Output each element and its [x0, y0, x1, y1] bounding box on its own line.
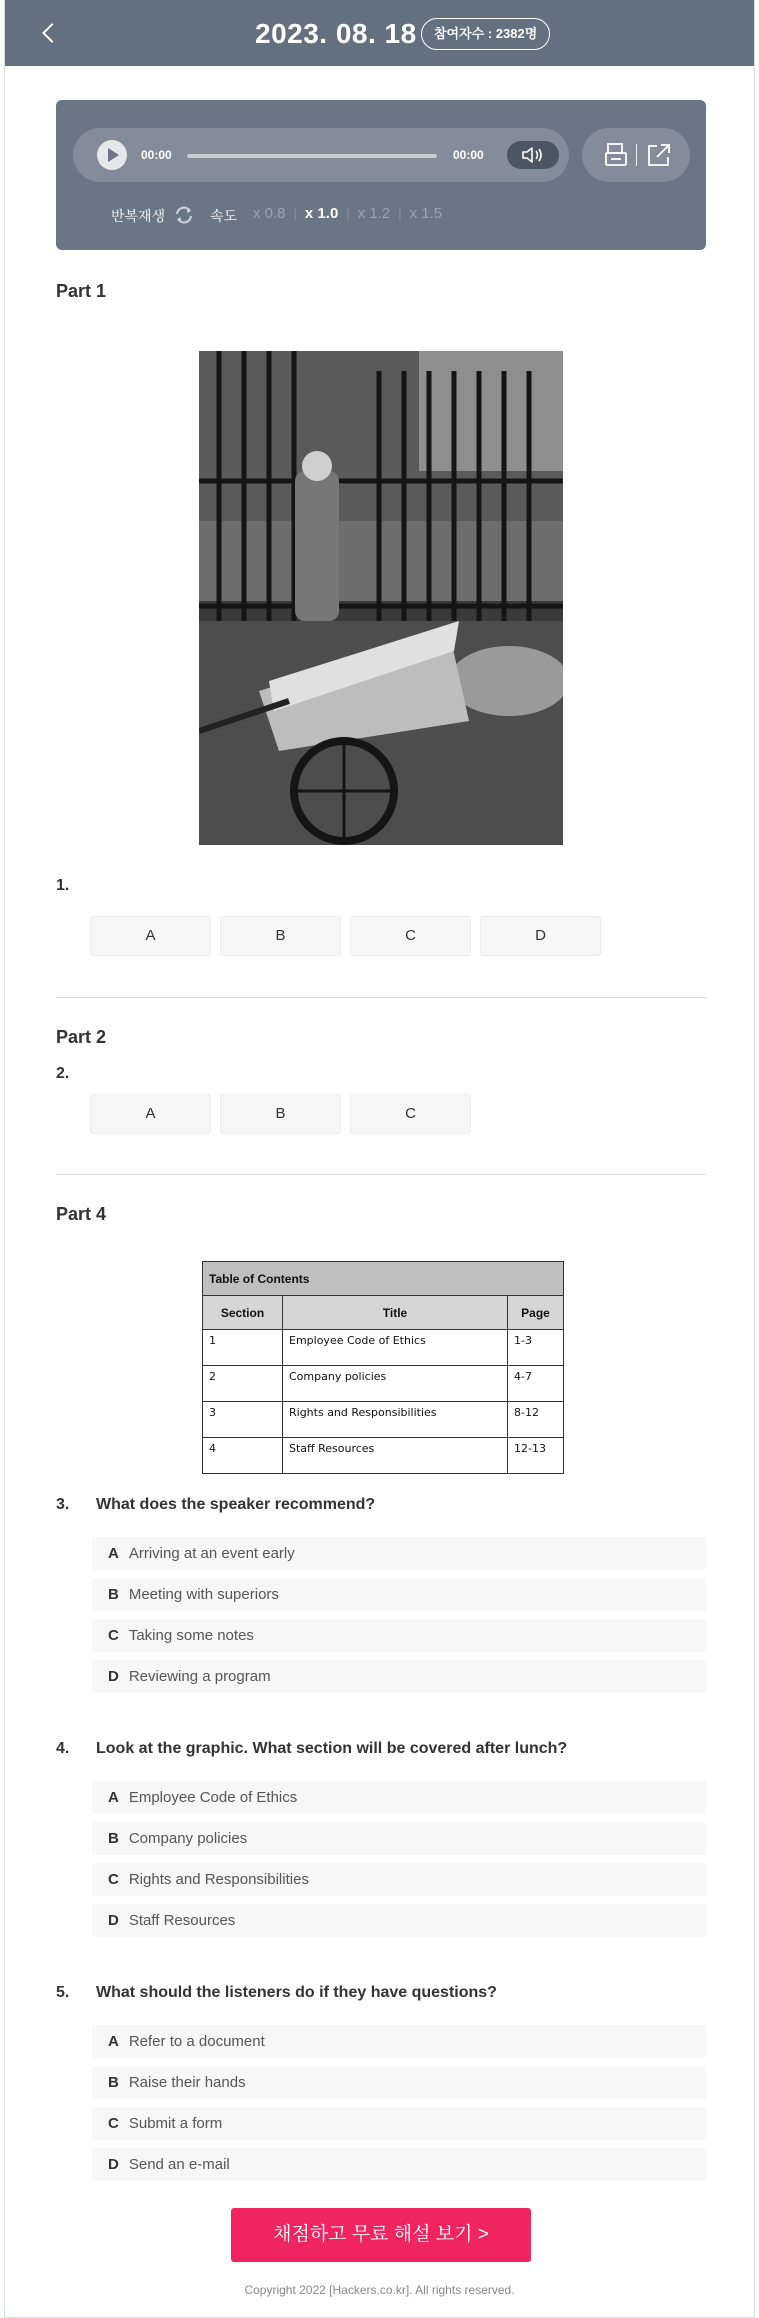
part4-title: Part 4: [56, 1204, 107, 1224]
question-text-5: What should the listeners do if they have questions?: [96, 1984, 497, 2001]
section-divider: [56, 997, 706, 998]
option-letter: B: [108, 1586, 119, 1603]
q5-option-a[interactable]: [92, 2025, 706, 2058]
toc-caption: Table of Contents: [203, 1262, 564, 1296]
question-5: [56, 1984, 497, 2002]
page-frame: [4, 0, 755, 2318]
part2-title: Part 2: [56, 1027, 107, 1047]
back-icon[interactable]: [37, 20, 63, 46]
option-text: Meeting with superiors: [128, 1586, 279, 1603]
part1-option-d[interactable]: D: [480, 916, 601, 956]
toc-cell: 1-3: [508, 1330, 564, 1366]
speed-option-1-5[interactable]: x 1.5: [409, 205, 443, 222]
option-letter: A: [108, 1545, 119, 1562]
part1-photo: [199, 351, 563, 845]
option-text: Taking some notes: [128, 1627, 254, 1644]
current-time: 00:00: [141, 148, 172, 162]
speed-label: 속도: [210, 208, 238, 224]
option-text: Company policies: [128, 1830, 248, 1847]
tool-buttons: [582, 128, 690, 182]
q3-option-c[interactable]: [92, 1619, 706, 1652]
option-text: Staff Resources: [128, 1912, 236, 1929]
toc-cell: Staff Resources: [283, 1438, 508, 1474]
toc-header-section: Section: [203, 1296, 283, 1330]
table-row: [203, 1366, 564, 1402]
option-text: Rights and Responsibilities: [128, 1871, 309, 1888]
toc-header-page: Page: [508, 1296, 564, 1330]
volume-button[interactable]: [507, 141, 559, 169]
option-letter: D: [108, 1668, 119, 1685]
toc-cell: 2: [203, 1366, 283, 1402]
option-letter: C: [108, 1627, 119, 1644]
speed-option-1-2[interactable]: x 1.2: [357, 205, 391, 222]
option-letter: D: [108, 2156, 119, 2173]
option-text: Raise their hands: [128, 2074, 246, 2091]
part1-option-b[interactable]: B: [220, 916, 341, 956]
grade-and-view-explanation-button[interactable]: 채점하고 무료 해설 보기 >: [231, 2208, 531, 2262]
audio-player: [56, 100, 706, 250]
question-number-3: 3.: [56, 1496, 70, 1513]
option-text: Refer to a document: [128, 2033, 265, 2050]
header-bar: [5, 0, 754, 66]
part1-option-a[interactable]: A: [90, 916, 211, 956]
option-letter: D: [108, 1912, 119, 1929]
q5-option-b[interactable]: [92, 2066, 706, 2099]
q4-option-b[interactable]: [92, 1822, 706, 1855]
q4-option-c[interactable]: [92, 1863, 706, 1896]
tool-divider: [636, 144, 637, 166]
q4-option-a[interactable]: [92, 1781, 706, 1814]
question-number-1: 1.: [56, 877, 70, 894]
toc-cell: 4: [203, 1438, 283, 1474]
play-icon[interactable]: [97, 140, 127, 170]
table-of-contents: [202, 1261, 564, 1474]
q3-option-a[interactable]: [92, 1537, 706, 1570]
toc-cell: Rights and Responsibilities: [283, 1402, 508, 1438]
part1-option-c[interactable]: C: [350, 916, 471, 956]
question-text-4: Look at the graphic. What section will be covered after lunch?: [96, 1740, 568, 1757]
q5-option-d[interactable]: [92, 2148, 706, 2181]
toc-cell: 12-13: [508, 1438, 564, 1474]
repeat-label: 반복재생: [111, 208, 166, 224]
toc-cell: 1: [203, 1330, 283, 1366]
option-letter: B: [108, 2074, 119, 2091]
question-number-5: 5.: [56, 1984, 70, 2001]
speed-option-1-0[interactable]: x 1.0: [304, 205, 339, 222]
toc-cell: 3: [203, 1402, 283, 1438]
total-time: 00:00: [453, 148, 484, 162]
q3-option-b[interactable]: [92, 1578, 706, 1611]
option-letter: C: [108, 1871, 119, 1888]
part2-option-c[interactable]: C: [350, 1094, 471, 1134]
q3-option-d[interactable]: [92, 1660, 706, 1693]
option-text: Submit a form: [128, 2115, 223, 2132]
toc-cell: 4-7: [508, 1366, 564, 1402]
part1-title: Part 1: [56, 281, 107, 301]
question-4: [56, 1740, 567, 1758]
table-row: [203, 1330, 564, 1366]
question-number-4: 4.: [56, 1740, 70, 1757]
toc-cell: Employee Code of Ethics: [283, 1330, 508, 1366]
part2-option-a[interactable]: A: [90, 1094, 211, 1134]
copyright-text: Copyright 2022 [Hackers.co.kr]. All rights reserved.: [244, 2283, 515, 2297]
page-title: 2023. 08. 18: [255, 18, 417, 49]
option-text: Send an e-mail: [128, 2156, 230, 2173]
question-text-3: What does the speaker recommend?: [96, 1496, 376, 1513]
question-3: [56, 1496, 375, 1514]
playback-bar: [73, 128, 569, 182]
option-letter: A: [108, 1789, 119, 1806]
toc-cell: 8-12: [508, 1402, 564, 1438]
repeat-icon[interactable]: [173, 205, 195, 225]
participants-badge: 참여자수 : 2382명: [421, 18, 550, 50]
q4-option-d[interactable]: [92, 1904, 706, 1937]
question-number-2: 2.: [56, 1065, 70, 1082]
toc-cell: Company policies: [283, 1366, 508, 1402]
speed-options: x 0.8 | x 1.0 | x 1.2 | x 1.5: [253, 205, 443, 222]
option-letter: B: [108, 1830, 119, 1847]
progress-slider[interactable]: [187, 154, 437, 158]
volume-icon: [521, 146, 545, 164]
option-text: Reviewing a program: [128, 1668, 271, 1685]
option-text: Employee Code of Ethics: [128, 1789, 298, 1806]
table-row: [203, 1402, 564, 1438]
save-icon[interactable]: [604, 142, 628, 168]
share-icon[interactable]: [646, 142, 672, 168]
option-letter: A: [108, 2033, 119, 2050]
q5-option-c[interactable]: [92, 2107, 706, 2140]
part2-option-b[interactable]: B: [220, 1094, 341, 1134]
toc-header-title: Title: [283, 1296, 508, 1330]
speed-option-0-8[interactable]: x 0.8: [253, 205, 286, 222]
table-row: [203, 1438, 564, 1474]
section-divider: [56, 1174, 706, 1175]
option-text: Arriving at an event early: [128, 1545, 295, 1562]
option-letter: C: [108, 2115, 119, 2132]
